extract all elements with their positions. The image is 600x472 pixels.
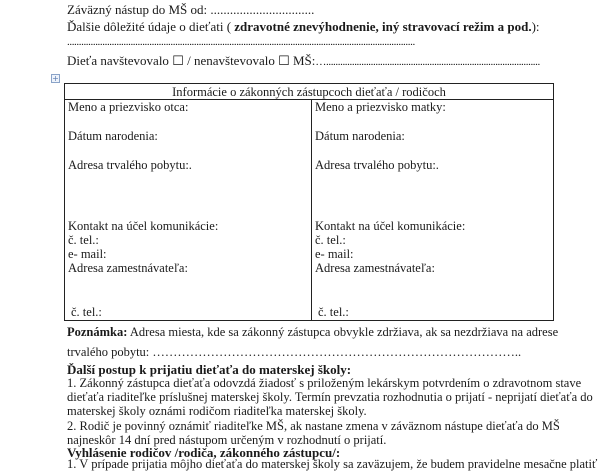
- mother-cell[interactable]: [312, 100, 554, 321]
- not-attended-checkbox[interactable]: ☐: [278, 53, 290, 68]
- father-name-label: Meno a priezvisko otca:: [68, 100, 189, 114]
- table-title: Informácie o zákonných zástupcoch dieťaťa / rodičoch: [65, 84, 554, 100]
- parents-info-table: [64, 83, 554, 321]
- mother-phone-label: č. tel.:: [315, 233, 346, 247]
- procedure-item-1: [67, 376, 597, 418]
- start-date-field[interactable]: ................................: [210, 2, 315, 17]
- mother-name-label: Meno a priezvisko matky:: [315, 100, 446, 114]
- note-label: Poznámka:: [67, 325, 128, 339]
- father-employer-label: Adresa zamestnávateľa:: [68, 261, 188, 275]
- procedure-item-2: [67, 419, 597, 447]
- mother-email-label: e- mail:: [315, 247, 354, 261]
- other-info-field[interactable]: ....................................................................................................................................................: [67, 36, 415, 48]
- note-line: [67, 325, 558, 340]
- move-handle-icon[interactable]: +: [52, 74, 59, 83]
- declaration-heading: Vyhlásenie rodičov /rodiča, zákonného zástupcu/:: [67, 445, 341, 460]
- not-attended-label: nenavštevovalo: [193, 53, 275, 68]
- mother-dob-label: Dátum narodenia:: [315, 129, 405, 143]
- procedure-item-1-line-3: materskej školy oznámi rodičom riaditeľka materskej školy.: [67, 404, 367, 418]
- other-info-label: Ďalšie dôležité údaje o dieťati (: [67, 19, 232, 34]
- attendance-line: [67, 53, 540, 70]
- father-address-label: Adresa trvalého pobytu:.: [68, 158, 192, 172]
- separator: /: [187, 53, 191, 68]
- procedure-item-2-line-2: najneskôr 14 dní pred nástupom určeným v rozhodnutí o prijatí.: [67, 433, 387, 447]
- mother-contact-label: Kontakt na účel komunikácie:: [315, 219, 466, 233]
- procedure-item-1-line-2: dieťaťa riaditeľke príslušnej materskej školy. Termín prevzatia rozhodnutia o prijatí - neprijatí dieťaťa do: [67, 390, 593, 404]
- procedure-heading: Ďalší postup k prijatiu dieťaťa do materskej školy:: [67, 362, 352, 377]
- start-date-label: Záväzný nástup do MŠ od:: [67, 2, 208, 17]
- start-date-line: [67, 2, 314, 17]
- attended-checkbox[interactable]: ☐: [172, 53, 184, 68]
- attended-label: Dieťa navštevovalo: [67, 53, 169, 68]
- procedure-item-2-line-1: 2. Rodič je povinný oznámiť riaditeľke MŠ, ak nastane zmena v záväznom nástupe dieťaťa do MŠ: [67, 419, 560, 433]
- other-info-line: [67, 19, 540, 34]
- father-dob-label: Dátum narodenia:: [68, 129, 158, 143]
- other-info-examples: zdravotné znevýhodnenie, iný stravovací režim a pod.: [231, 19, 532, 34]
- other-info-end: ):: [531, 19, 540, 34]
- ms-label: MŠ:: [293, 53, 316, 68]
- mother-employer-label: Adresa zamestnávateľa:: [315, 261, 435, 275]
- father-contact-label: Kontakt na účel komunikácie:: [68, 219, 219, 233]
- note-address-field[interactable]: trvalého pobytu: ……………………………………………………………………………..: [67, 345, 522, 359]
- ms-field[interactable]: …...........................................................................................: [315, 56, 540, 68]
- father-cell[interactable]: [65, 100, 312, 321]
- mother-address-label: Adresa trvalého pobytu:.: [315, 158, 439, 172]
- declaration-item-1: 1. V prípade prijatia môjho dieťaťa do materskej školy sa zaväzujem, že budem pravidelne mesačne platiť: [67, 457, 598, 471]
- mother-employer-phone-label: č. tel.:: [318, 305, 349, 319]
- note-text: Adresa miesta, kde sa zákonný zástupca obvykle zdržiava, ak sa nezdržiava na adrese: [127, 325, 559, 339]
- father-email-label: e- mail:: [68, 247, 107, 261]
- father-phone-label: č. tel.:: [68, 233, 99, 247]
- procedure-item-1-line-1: 1. Zákonný zástupca dieťaťa odovzdá žiadosť s priloženým lekárskym potvrdením o zdravotnom stave: [67, 376, 582, 390]
- father-employer-phone-label: č. tel.:: [71, 305, 102, 319]
